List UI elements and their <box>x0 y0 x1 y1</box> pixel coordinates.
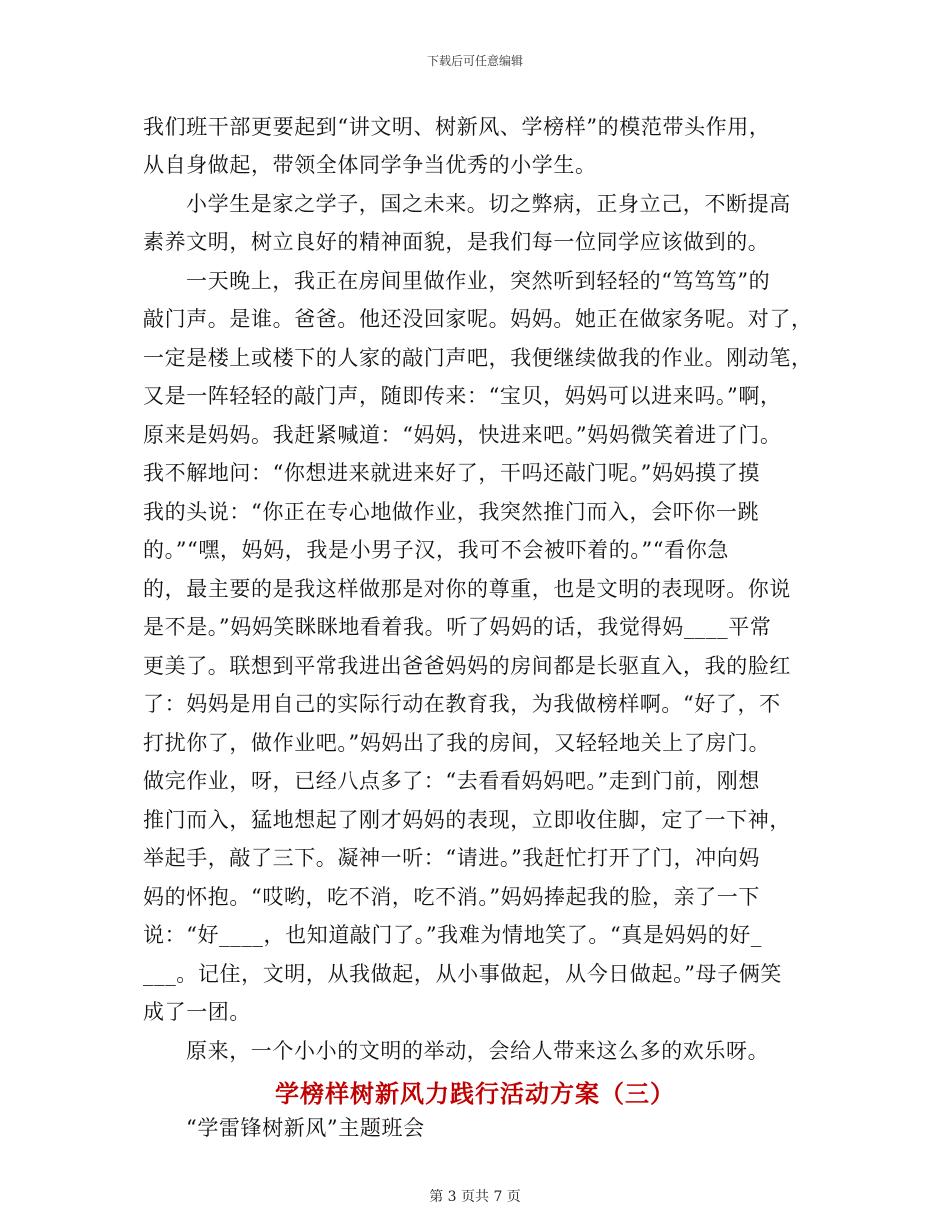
body-line: 成了一团。 <box>143 1000 251 1024</box>
page-footer: 第 3 页共 7 页 <box>429 1189 521 1205</box>
body-line: 妈的怀抱。“哎哟，吃不消，吃不消。”妈妈捧起我的脸，亲了一下 <box>143 885 760 909</box>
page-header-note: 下载后可任意编辑 <box>426 54 523 68</box>
body-line: 的，最主要的是我这样做那是对你的尊重，也是文明的表现呀。你说 <box>143 577 791 601</box>
body-line: 的。”“嘿，妈妈，我是小男子汉，我可不会被吓着的。”“看你急 <box>143 538 729 562</box>
body-line: 更美了。联想到平常我进出爸爸妈妈的房间都是长驱直入，我的脸红 <box>143 654 791 678</box>
body-line: 又是一阵轻轻的敲门声，随即传来：“宝贝，妈妈可以进来吗。”啊， <box>143 384 782 408</box>
body-line: 我们班干部更要起到“讲文明、树新风、学榜样”的模范带头作用， <box>143 115 771 139</box>
body-line: ___。记住，文明，从我做起，从小事做起，从今日做起。”母子俩笑 <box>143 962 782 986</box>
body-line: 一定是楼上或楼下的人家的敲门声吧，我便继续做我的作业。刚动笔， <box>143 346 813 370</box>
section-subtitle: “学雷锋树新风”主题班会 <box>186 1116 425 1140</box>
paragraph-start-line: 一天晚上，我正在房间里做作业，突然听到轻轻的“笃笃笃”的 <box>186 269 771 293</box>
body-line: 我的头说：“你正在专心地做作业，我突然推门而入，会吓你一跳 <box>143 500 760 524</box>
body-line: 做完作业，呀，已经八点多了：“去看看妈妈吧。”走到门前，刚想 <box>143 769 760 793</box>
body-line: 打扰你了，做作业吧。”妈妈出了我的房间，又轻轻地关上了房门。 <box>143 731 771 755</box>
section-title: 学榜样树新风力践行活动方案（三） <box>275 1080 675 1108</box>
body-line: 素养文明，树立良好的精神面貌，是我们每一位同学应该做到的。 <box>143 230 770 254</box>
body-line: 敲门声。是谁。爸爸。他还没回家呢。妈妈。她正在做家务呢。对了， <box>143 307 813 331</box>
body-line: 是不是。”妈妈笑眯眯地看着我。听了妈妈的话，我觉得妈____平常 <box>143 615 772 639</box>
body-line: 我不解地问：“你想进来就进来好了，干吗还敲门呢。”妈妈摸了摸 <box>143 461 760 485</box>
body-line: 从自身做起，带领全体同学争当优秀的小学生。 <box>143 153 597 177</box>
body-line: 原来是妈妈。我赶紧喊道：“妈妈，快进来吧。”妈妈微笑着进了门。 <box>143 423 782 447</box>
paragraph-start-line: 小学生是家之学子，国之未来。切之弊病，正身立己，不断提高 <box>186 192 791 216</box>
body-line: 了：妈妈是用自己的实际行动在教育我，为我做榜样啊。“好了，不 <box>143 692 781 716</box>
body-line: 推门而入，猛地想起了刚才妈妈的表现，立即收住脚，定了一下神， <box>143 808 791 832</box>
body-line: 说：“好____，也知道敲门了。”我难为情地笑了。“真是妈妈的好_ <box>143 923 763 947</box>
paragraph-start-line: 原来，一个小小的文明的举动，会给人带来这么多的欢乐呀。 <box>186 1039 770 1063</box>
body-line: 举起手，敲了三下。凝神一听：“请进。”我赶忙打开了门，冲向妈 <box>143 846 760 870</box>
